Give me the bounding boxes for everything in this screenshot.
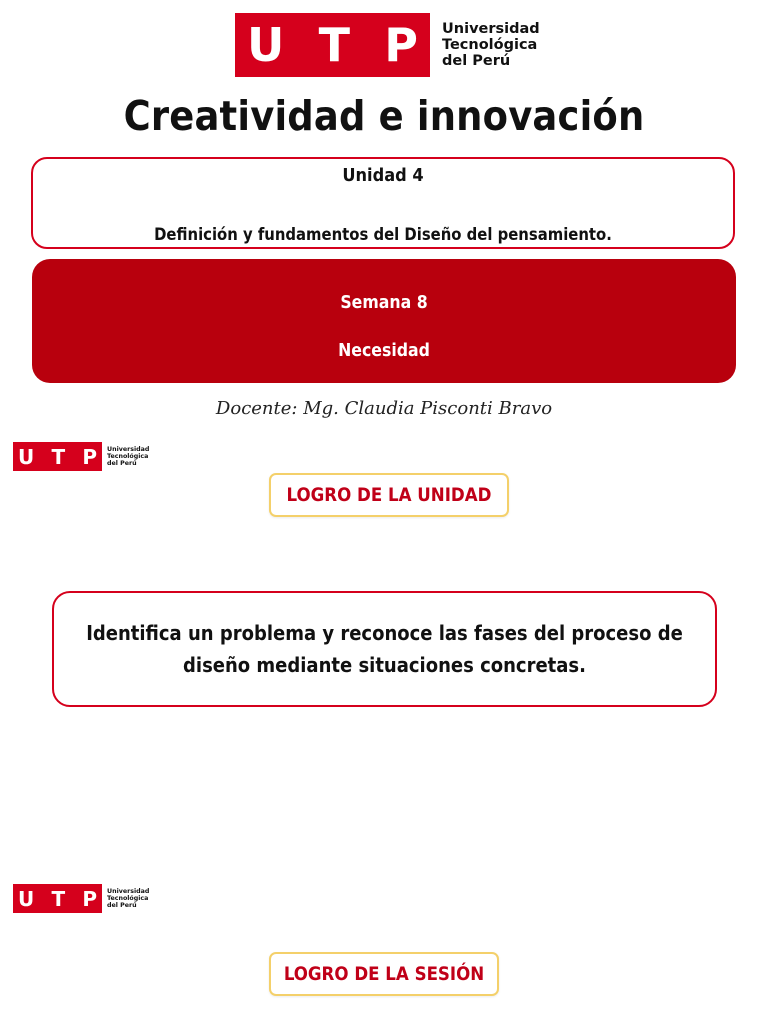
teacher-name: Docente: Mg. Claudia Pisconti Bravo [215,398,553,419]
session-goal-slide [0,872,768,1024]
logo-letter-u: U [18,444,35,469]
logo-text-line-1: Universidad [442,20,540,37]
utp-logo-block [235,13,430,77]
utp-logo [235,13,540,77]
utp-logo-block [13,884,102,913]
utp-logo-small [13,884,149,913]
logo-text-line-1: Universidad [107,887,150,895]
logo-text-line-3: del Perú [442,53,511,70]
cover-slide [0,0,768,432]
logo-letter-u: U [247,18,285,72]
logo-text-line-3: del Perú [107,460,137,468]
utp-logo-text [107,888,149,909]
logo-text-line-3: del Perú [107,902,137,910]
week-banner [32,259,736,383]
logo-letter-u: U [18,886,35,911]
utp-logo-text [107,446,149,467]
logo-text-line-2: Tecnológica [107,894,149,902]
course-title: Creatividad e innovación [123,92,645,140]
logo-text-line-2: Tecnológica [107,452,149,460]
logo-letter-t: T [318,18,351,72]
session-goal-tag: LOGRO DE LA SESIÓN [269,952,499,996]
logo-letter-p: P [82,444,97,469]
logo-text-line-1: Universidad [107,445,150,453]
utp-logo-block [13,442,102,471]
unit-goal-slide [0,432,768,872]
unit-goal-text: Identifica un problema y reconoce las fases del proceso de diseño mediante situaciones concretas. [86,621,683,677]
logo-text-line-2: Tecnológica [442,36,538,53]
week-label: Semana 8 [340,293,428,313]
unit-box [31,157,735,249]
utp-logo-small [13,442,149,471]
unit-goal-tag: LOGRO DE LA UNIDAD [269,473,509,517]
unit-subtitle: Definición y fundamentos del Diseño del pensamiento. [154,225,612,244]
unit-goal-box [52,591,717,707]
logo-letter-t: T [51,886,66,911]
logo-letter-t: T [51,444,66,469]
logo-letter-p: P [384,18,418,72]
logo-letter-p: P [82,886,97,911]
utp-logo-text [442,21,540,70]
unit-label: Unidad 4 [342,165,424,186]
week-topic: Necesidad [338,341,430,361]
